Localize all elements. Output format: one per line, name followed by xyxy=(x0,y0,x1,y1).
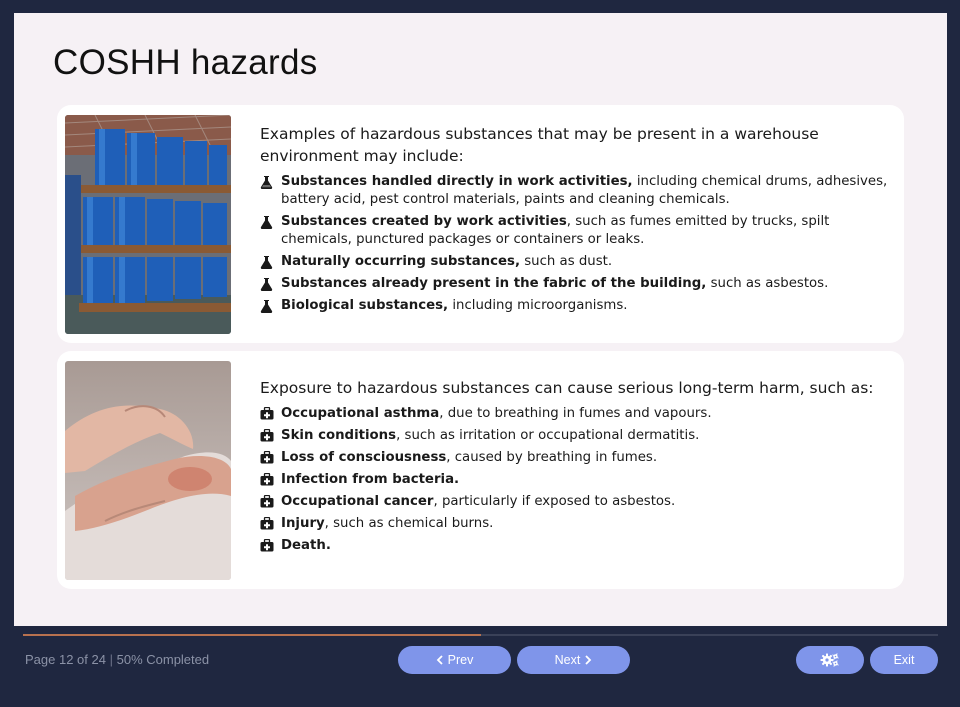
list-item: Biological substances, including microorganisms. xyxy=(260,297,890,315)
list-item: Occupational cancer, particularly if exposed to asbestos. xyxy=(260,493,890,511)
hazardous-substances-text xyxy=(260,123,890,319)
first-aid-kit-icon xyxy=(260,407,274,420)
course-progress-bar xyxy=(23,634,938,636)
page-number-label: Page 12 of 24 xyxy=(25,652,106,667)
prev-button[interactable] xyxy=(398,646,511,674)
slide-content xyxy=(14,13,947,626)
list-item: Skin conditions, such as irritation or occupational dermatitis. xyxy=(260,427,890,445)
long-term-harm-text xyxy=(260,377,890,559)
list-item: Naturally occurring substances, such as dust. xyxy=(260,253,890,271)
list-item: Loss of consciousness, caused by breathing in fumes. xyxy=(260,449,890,467)
exit-label: Exit xyxy=(893,653,915,667)
flask-icon xyxy=(260,255,273,269)
status-separator: | xyxy=(109,652,113,667)
first-aid-kit-icon xyxy=(260,473,274,486)
gears-icon xyxy=(820,652,840,668)
list-item: Death. xyxy=(260,537,890,555)
first-aid-kit-icon xyxy=(260,517,274,530)
warehouse-drums-photo xyxy=(65,115,231,334)
list-item: Occupational asthma, due to breathing in fumes and vapours. xyxy=(260,405,890,423)
flask-icon xyxy=(260,215,273,229)
hazardous-substances-intro: Examples of hazardous substances that may be present in a warehouse environment may include: xyxy=(260,125,819,165)
list-item: Substances created by work activities, such as fumes emitted by trucks, spilt chemicals, punctured packages or containers or leaks. xyxy=(260,213,890,249)
list-item: Injury, such as chemical burns. xyxy=(260,515,890,533)
next-label: Next xyxy=(554,653,581,667)
list-item: Substances handled directly in work activities, including chemical drums, adhesives, battery acid, pest control materials, paints and cleaning chemicals. xyxy=(260,173,890,209)
settings-button[interactable] xyxy=(796,646,864,674)
first-aid-kit-icon xyxy=(260,429,274,442)
chevron-left-icon xyxy=(436,655,444,665)
chevron-right-icon xyxy=(584,655,592,665)
first-aid-kit-icon xyxy=(260,495,274,508)
hazardous-substances-list xyxy=(260,173,890,315)
completed-label: 50% Completed xyxy=(116,652,210,667)
page-status xyxy=(25,652,209,667)
next-button[interactable] xyxy=(517,646,630,674)
long-term-harm-list xyxy=(260,405,890,555)
flask-icon xyxy=(260,299,273,313)
first-aid-kit-icon xyxy=(260,451,274,464)
list-item: Substances already present in the fabric of the building, such as asbestos. xyxy=(260,275,890,293)
flask-icon xyxy=(260,277,273,291)
prev-label: Prev xyxy=(447,653,474,667)
exit-button[interactable] xyxy=(870,646,938,674)
long-term-harm-intro: Exposure to hazardous substances can cause serious long-term harm, such as: xyxy=(260,379,874,397)
course-progress-fill xyxy=(23,634,481,636)
page-title: COSHH hazards xyxy=(53,43,318,82)
flask-icon xyxy=(260,175,273,189)
hazardous-substances-card xyxy=(57,105,904,343)
list-item: Infection from bacteria. xyxy=(260,471,890,489)
skin-irritation-hands-photo xyxy=(65,361,231,580)
first-aid-kit-icon xyxy=(260,539,274,552)
long-term-harm-card xyxy=(57,351,904,589)
